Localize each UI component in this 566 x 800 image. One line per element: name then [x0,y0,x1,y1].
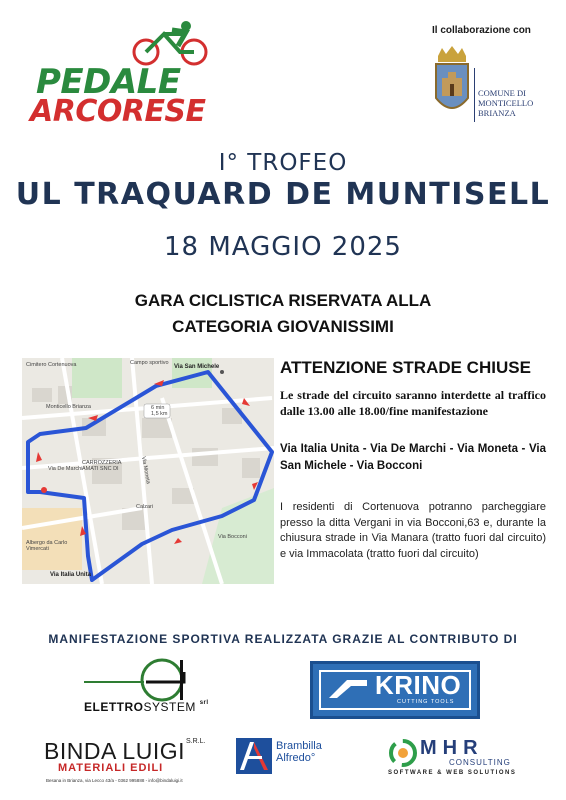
notice-title: ATTENZIONE STRADE CHIUSE [280,358,531,377]
elettrosystem-logo [84,658,224,716]
elettrosystem-name [84,700,209,714]
map-label-distance: 1,5 km [151,411,168,417]
comune-name [478,88,533,118]
map-label-bocconi: Via Bocconi [218,534,247,540]
elettrosystem-bold: ELETTRO [84,700,144,714]
map-label-campo: Campo sportivo [130,360,169,366]
elettrosystem-icon [84,658,224,702]
comune-line-1: COMUNE DI [478,88,526,98]
event-date: 18 MAGGIO 2025 [164,232,402,262]
map-label-cimitero: Cimitero Cortenuova [26,362,77,368]
cyclist-icon [128,20,218,66]
event-name: UL TRAQUARD DE MUNTISELL [15,177,551,212]
brambilla-icon [236,738,272,774]
binda-address: Besana in Brianza, via Lecco 43/a - 0362 995888 - info@bindaluigi.it [46,778,183,783]
map-label-de-marchi: Via De Marchi [48,466,83,472]
map-label-time: 6 min [151,405,165,411]
binda-srl: S.R.L. [186,738,206,745]
elettrosystem-rest: SYSTEM [143,700,196,714]
map-label-albergo: Albergo da Carlo Vimercati [26,540,68,552]
race-category [0,288,566,340]
brambilla-line-1: Brambilla [276,740,322,752]
map-label-carrozzeria: CARROZZERIA AMATI SNC DI [82,460,122,472]
map-label-moneta: Via Moneta [140,456,151,485]
krino-logo [310,661,480,719]
logo-text-pedale: PEDALE [36,62,181,102]
krino-mark-icon [327,676,371,702]
closed-streets: Via Italia Unita - Via De Marchi - Via Moneta - Via San Michele - Via Bocconi [280,443,546,472]
closure-text: Le strade del circuito saranno interdette al traffico dalle 13.00 alle 18.00/fine manifestazione [280,388,546,418]
logo-text-arcorese: ARCORESE [30,94,206,129]
mhr-consulting: CONSULTING [449,758,511,767]
binda-name: BINDA LUIGI [44,738,185,764]
map-label-calzari: Calzari [136,504,154,510]
pedale-arcorese-logo [20,18,252,129]
comune-line-2: MONTICELLO [478,98,534,108]
sponsors-heading: MANIFESTAZIONE SPORTIVA REALIZZATA GRAZIE AL CONTRIBUTO DI [48,632,518,646]
map-label-san-michele: Via San Michele [174,364,220,370]
brambilla-line-2: Alfredo° [276,752,316,764]
map-label-monticello: Monticello Brianza [46,404,91,410]
collaboration-label: Il collaborazione con [432,25,531,36]
route-map [22,358,274,584]
comune-divider [474,68,475,122]
mhr-tagline: SOFTWARE & WEB SOLUTIONS [388,770,517,776]
race-category-line-1: GARA CICLISTICA RISERVATA ALLA [134,291,432,310]
brambilla-name [276,740,322,764]
krino-subtitle: CUTTING TOOLS [397,699,455,705]
comune-line-3: BRIANZA [478,108,516,118]
mhr-globe-icon [388,738,418,768]
mhr-name: MHR [420,737,484,759]
elettrosystem-srl: srl [199,700,209,706]
race-category-line-2: CATEGORIA GIOVANISSIMI [172,317,394,336]
residents-notice: I residenti di Cortenuova potranno parcheggiare presso la ditta Vergani in via Bocconi,63 e, durante la chiusura strade in Via Manara (tratto fuori dal circuito) e via Immacolata (tratto fuori dal circuito) [280,501,546,560]
coat-of-arms-icon [432,44,472,122]
krino-name: KRINO [375,670,462,700]
trofeo-title: I° TROFEO [218,150,348,176]
binda-materiali: MATERIALI EDILI [58,762,164,774]
map-label-italia-unita: Via Italia Unita [50,572,91,578]
